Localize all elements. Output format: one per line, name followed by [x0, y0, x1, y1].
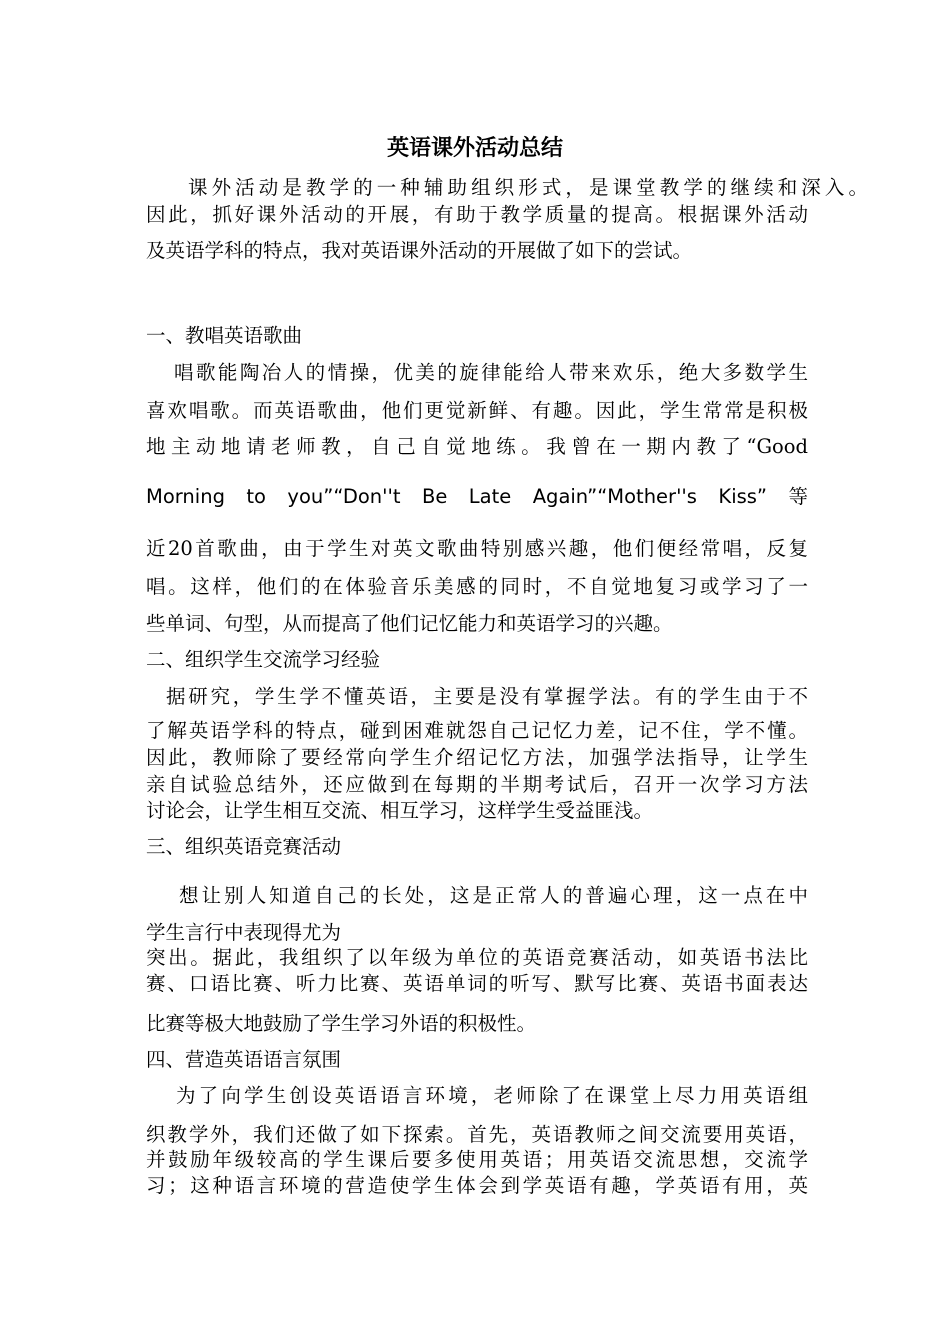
paragraph-line: 赛、口语比赛、听力比赛、英语单词的听写、默写比赛、英语书面表达 — [146, 972, 808, 995]
paragraph-line: 喜欢唱歌。而英语歌曲，他们更觉新鲜、有趣。因此，学生常常是积极 — [146, 399, 808, 422]
paragraph-line: 为了向学生创设英语语言环境，老师除了在课堂上尽力用英语组 — [176, 1084, 808, 1107]
paragraph-line: 唱。这样，他们的在体验音乐美感的同时，不自觉地复习或学习了一 — [146, 575, 808, 598]
intro-line: 课外活动是教学的一种辅助组织形式，是课堂教学的继续和深入。 — [188, 176, 868, 199]
section-heading: 二、组织学生交流学习经验 — [146, 648, 381, 671]
paragraph-line: 唱歌能陶冶人的情操，优美的旋律能给人带来欢乐，绝大多数学生 — [174, 361, 808, 384]
paragraph-line: 些单词、句型，从而提高了他们记忆能力和英语学习的兴趣。 — [146, 612, 673, 635]
paragraph-line: 地主动地请老师教，自己自觉地练。我曾在一期内教了“Good — [146, 435, 808, 458]
section-heading: 一、教唱英语歌曲 — [146, 324, 303, 347]
paragraph-line: 了解英语学科的特点，碰到困难就怨自己记忆力差，记不住，学不懂。 — [146, 719, 808, 742]
paragraph-line: 学生言行中表现得尤为 — [146, 921, 342, 944]
paragraph-line: 习；这种语言环境的营造使学生体会到学英语有趣，学英语有用，英 — [146, 1174, 808, 1197]
paragraph-line: 近20首歌曲，由于学生对英文歌曲特别感兴趣，他们便经常唱，反复 — [146, 537, 808, 560]
paragraph-line: 突出。据此，我组织了以年级为单位的英语竞赛活动，如英语书法比 — [146, 946, 808, 969]
paragraph-line: 织教学外，我们还做了如下探索。首先，英语教师之间交流要用英语， — [146, 1123, 808, 1146]
paragraph-line: Morning to you”“Don''t Be Late Again”“Mother''s Kiss” 等 — [146, 485, 808, 508]
paragraph-line: 比赛等极大地鼓励了学生学习外语的积极性。 — [146, 1012, 537, 1035]
intro-line: 及英语学科的特点，我对英语课外活动的开展做了如下的尝试。 — [146, 239, 693, 262]
paragraph-line: 并鼓励年级较高的学生课后要多使用英语；用英语交流思想，交流学 — [146, 1148, 808, 1171]
paragraph-line: 据研究，学生学不懂英语，主要是没有掌握学法。有的学生由于不 — [166, 685, 808, 708]
section-heading: 三、组织英语竞赛活动 — [146, 835, 342, 858]
intro-line: 因此，抓好课外活动的开展，有助于教学质量的提高。根据课外活动 — [146, 203, 808, 226]
paragraph-line: 讨论会，让学生相互交流、相互学习，这样学生受益匪浅。 — [146, 799, 654, 822]
paragraph-line: 想让别人知道自己的长处，这是正常人的普遍心理，这一点在中 — [179, 884, 808, 907]
paragraph-line: 因此，教师除了要经常向学生介绍记忆方法，加强学法指导，让学生 — [146, 746, 808, 769]
paragraph-line: 亲自试验总结外，还应做到在每期的半期考试后，召开一次学习方法 — [146, 773, 808, 796]
section-heading: 四、营造英语语言氛围 — [146, 1048, 342, 1071]
document-title: 英语课外活动总结 — [386, 136, 563, 161]
